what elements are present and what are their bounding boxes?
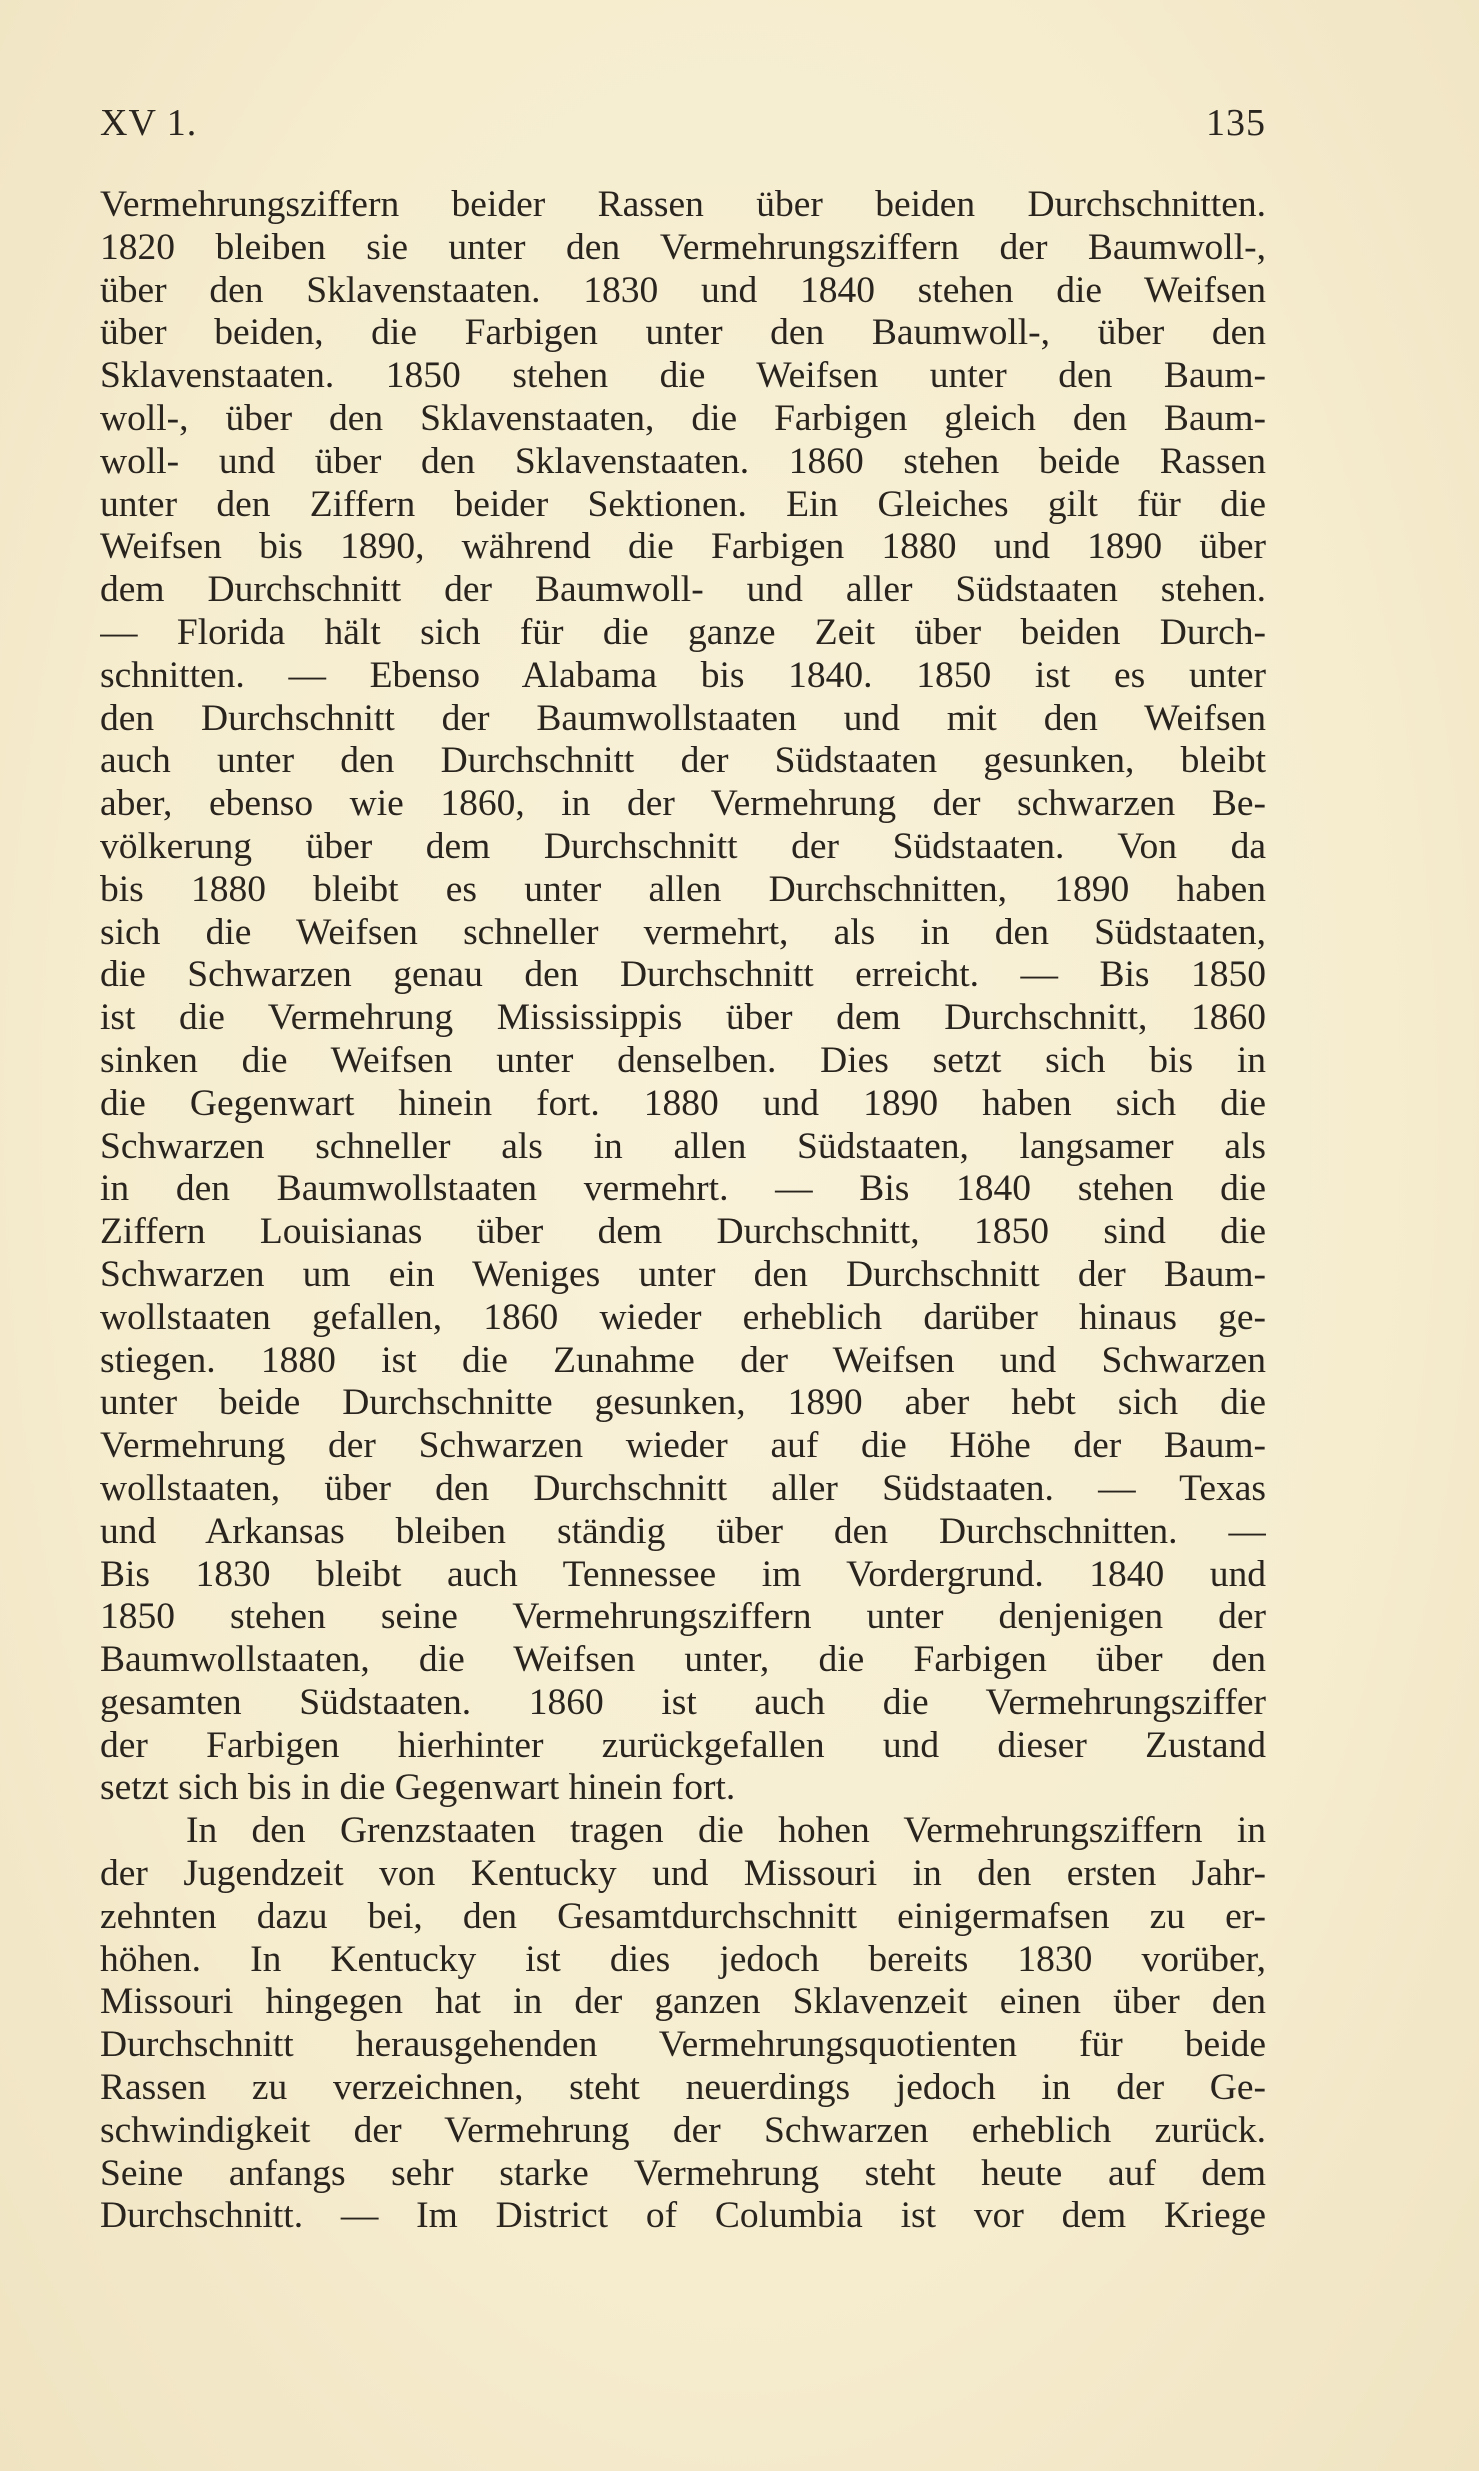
text-line: Sklavenstaaten. 1850 stehen die Weifsen unter den Baum- <box>100 355 1266 397</box>
running-header <box>100 100 1266 146</box>
text-line: zehnten dazu bei, den Gesamtdurchschnitt einigermafsen zu er- <box>100 1895 1266 1937</box>
text-line: Weifsen bis 1890, während die Farbigen 1880 und 1890 über <box>100 526 1266 568</box>
text-line: unter den Ziffern beider Sektionen. Ein Gleiches gilt für die <box>100 483 1266 525</box>
text-line: 1850 stehen seine Vermehrungsziffern unter denjenigen der <box>100 1596 1266 1638</box>
text-line: Rassen zu verzeichnen, steht neuerdings jedoch in der Ge- <box>100 2067 1266 2109</box>
text-line: Vermehrungsziffern beider Rassen über beiden Durchschnitten. <box>100 184 1266 225</box>
text-line: 1820 bleiben sie unter den Vermehrungsziffern der Baumwoll-, <box>100 226 1266 268</box>
text-line: auch unter den Durchschnitt der Südstaaten gesunken, bleibt <box>100 740 1266 782</box>
text-line: über beiden, die Farbigen unter den Baumwoll-, über den <box>100 312 1266 354</box>
text-line: Missouri hingegen hat in der ganzen Sklavenzeit einen über den <box>100 1981 1266 2023</box>
body-text <box>100 184 1266 2238</box>
text-line: schwindigkeit der Vermehrung der Schwarzen erheblich zurück. <box>100 2109 1266 2151</box>
text-line: die Gegenwart hinein fort. 1880 und 1890 haben sich die <box>100 1082 1266 1124</box>
text-line: Schwarzen um ein Weniges unter den Durchschnitt der Baum- <box>100 1253 1266 1295</box>
text-line: Schwarzen schneller als in allen Südstaaten, langsamer als <box>100 1125 1266 1167</box>
text-line: wollstaaten gefallen, 1860 wieder erheblich darüber hinaus ge- <box>100 1296 1266 1338</box>
text-line: Seine anfangs sehr starke Vermehrung steht heute auf dem <box>100 2152 1266 2194</box>
text-line: woll- und über den Sklavenstaaten. 1860 stehen beide Rassen <box>100 440 1266 482</box>
paragraph-start-line: In den Grenzstaaten tragen die hohen Vermehrungsziffern in <box>186 1810 1266 1852</box>
page-number: 135 <box>1206 102 1266 144</box>
text-line: Bis 1830 bleibt auch Tennessee im Vordergrund. 1840 und <box>100 1553 1266 1595</box>
text-line: bis 1880 bleibt es unter allen Durchschnitten, 1890 haben <box>100 868 1266 910</box>
text-line: ist die Vermehrung Mississippis über dem Durchschnitt, 1860 <box>100 997 1266 1039</box>
text-line: die Schwarzen genau den Durchschnitt erreicht. — Bis 1850 <box>100 954 1266 996</box>
text-line: gesamten Südstaaten. 1860 ist auch die Vermehrungsziffer <box>100 1681 1266 1723</box>
text-line: über den Sklavenstaaten. 1830 und 1840 stehen die Weifsen <box>100 269 1266 311</box>
text-line: Ziffern Louisianas über dem Durchschnitt, 1850 sind die <box>100 1211 1266 1253</box>
text-line: Baumwollstaaten, die Weifsen unter, die Farbigen über den <box>100 1639 1266 1681</box>
text-line: der Farbigen hierhinter zurückgefallen und dieser Zustand <box>100 1724 1266 1766</box>
text-line: woll-, über den Sklavenstaaten, die Farbigen gleich den Baum- <box>100 397 1266 439</box>
text-line: Vermehrung der Schwarzen wieder auf die Höhe der Baum- <box>100 1425 1266 1467</box>
text-line: der Jugendzeit von Kentucky und Missouri in den ersten Jahr- <box>100 1853 1266 1895</box>
text-line: unter beide Durchschnitte gesunken, 1890 aber hebt sich die <box>100 1382 1266 1424</box>
text-line: Durchschnitt herausgehenden Vermehrungsquotienten für beide <box>100 2024 1266 2066</box>
text-line: wollstaaten, über den Durchschnitt aller Südstaaten. — Texas <box>100 1467 1266 1509</box>
text-line: den Durchschnitt der Baumwollstaaten und mit den Weifsen <box>100 697 1266 739</box>
text-line: völkerung über dem Durchschnitt der Südstaaten. Von da <box>100 825 1266 867</box>
text-line: stiegen. 1880 ist die Zunahme der Weifsen und Schwarzen <box>100 1339 1266 1381</box>
chapter-signature: XV 1. <box>100 102 198 144</box>
text-line: sinken die Weifsen unter denselben. Dies setzt sich bis in <box>100 1039 1266 1081</box>
paragraph-end-line: setzt sich bis in die Gegenwart hinein fort. <box>100 1767 736 1809</box>
text-line: schnitten. — Ebenso Alabama bis 1840. 1850 ist es unter <box>100 654 1266 696</box>
text-line: und Arkansas bleiben ständig über den Durchschnitten. — <box>100 1510 1266 1552</box>
text-line: Durchschnitt. — Im District of Columbia ist vor dem Kriege <box>100 2195 1266 2237</box>
text-line: höhen. In Kentucky ist dies jedoch bereits 1830 vorüber, <box>100 1938 1266 1980</box>
text-line: — Florida hält sich für die ganze Zeit über beiden Durch- <box>100 611 1266 653</box>
text-line: sich die Weifsen schneller vermehrt, als in den Südstaaten, <box>100 911 1266 953</box>
text-line: dem Durchschnitt der Baumwoll- und aller Südstaaten stehen. <box>100 569 1266 611</box>
text-line: in den Baumwollstaaten vermehrt. — Bis 1840 stehen die <box>100 1168 1266 1210</box>
text-line: aber, ebenso wie 1860, in der Vermehrung der schwarzen Be- <box>100 783 1266 825</box>
